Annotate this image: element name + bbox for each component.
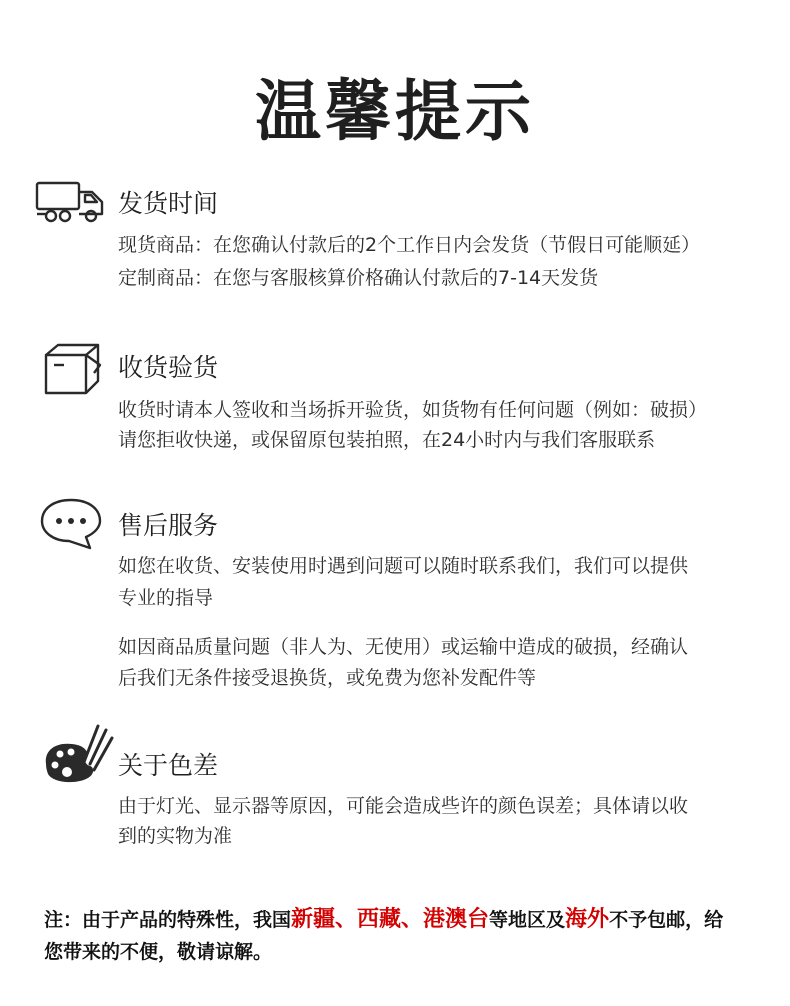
- palette-icon: [40, 720, 114, 790]
- section-text-line: 如您在收货、安装使用时遇到问题可以随时联系我们，我们可以提供: [118, 555, 689, 577]
- section-heading: 收货验货: [118, 353, 219, 382]
- note-text: 不予包邮，给: [609, 909, 724, 931]
- chat-bubble-icon: [38, 496, 104, 552]
- section-text-line: 如因商品质量问题（非人为、无使用）或运输中造成的破损，经确认: [118, 636, 689, 658]
- note-highlight-regions: 新疆、西藏、港澳台: [291, 907, 490, 932]
- shipping-note-line-2: 您带来的不便，敬请谅解。: [44, 941, 273, 963]
- section-text-line: 到的实物为准: [118, 825, 233, 847]
- note-highlight-overseas: 海外: [565, 907, 610, 932]
- section-heading: 售后服务: [118, 511, 219, 540]
- page-title: 温馨提示: [255, 73, 535, 150]
- section-text-line: 收货时请本人签收和当场拆开验货，如货物有任何问题（例如：破损）: [118, 399, 708, 421]
- section-heading: 关于色差: [118, 751, 219, 780]
- section-text-line: 现货商品：在您确认付款后的2个工作日内会发货（节假日可能顺延）: [118, 234, 701, 256]
- truck-icon: [34, 180, 106, 224]
- section-heading: 发货时间: [118, 189, 219, 218]
- section-text-line: 由于灯光、显示器等原因，可能会造成些许的颜色误差；具体请以收: [118, 795, 689, 817]
- note-text: 注：由于产品的特殊性，我国: [44, 909, 292, 931]
- section-text-line: 后我们无条件接受退换货，或免费为您补发配件等: [118, 667, 537, 689]
- section-text-line: 专业的指导: [118, 587, 214, 609]
- box-icon: [40, 341, 104, 397]
- shipping-note-line-1: [44, 906, 723, 934]
- note-text: 等地区及: [489, 909, 566, 931]
- section-text-line: 请您拒收快递，或保留原包装拍照，在24小时内与我们客服联系: [118, 429, 656, 451]
- section-text-line: 定制商品：在您与客服核算价格确认付款后的7-14天发货: [118, 267, 599, 289]
